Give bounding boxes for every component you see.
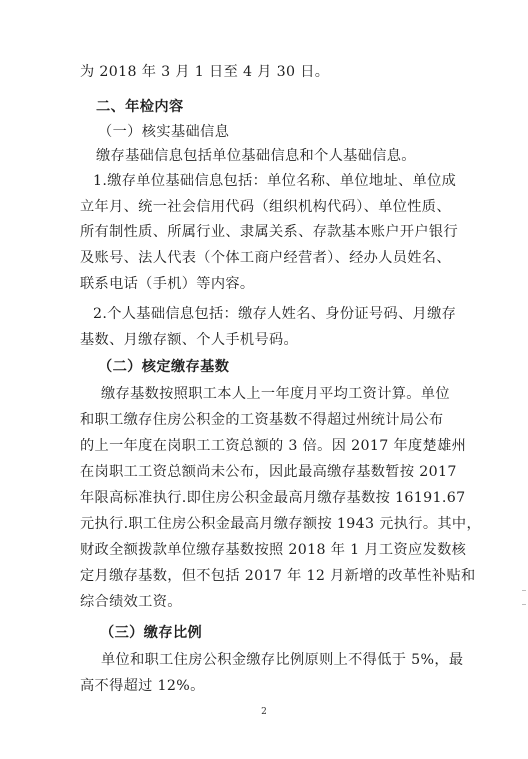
subsection-heading: （三）缴存比例 (100, 625, 203, 641)
text-line: 及账号、法人代表（个体工商户经营者）、经办人员姓名、 (80, 250, 451, 266)
text-line: 单位和职工住房公积金缴存比例原则上不得低于 5%，最 (101, 652, 464, 668)
text-line: 为 2018 年 3 月 1 日至 4 月 30 日。 (80, 64, 330, 80)
text-line: 的上一年度在岗职工工资总额的 3 倍。因 2017 年度楚雄州 (80, 438, 467, 454)
text-line: 缴存基础信息包括单位基础信息和个人基础信息。 (96, 148, 416, 164)
section-heading: 二、年检内容 (96, 99, 184, 115)
scan-edge-mark (522, 604, 526, 605)
text-line: 财政全额拨款单位缴存基数按照 2018 年 1 月工资应发数核 (80, 542, 467, 558)
text-line: 联系电话（手机）等内容。 (80, 276, 255, 292)
text-line: 和职工缴存住房公积金的工资基数不得超过州统计局公布 (80, 412, 444, 428)
text-line: 年限高标准执行.即住房公积金最高月缴存基数按 16191.67 (80, 490, 466, 506)
subsection-heading: （一）核实基础信息 (98, 124, 230, 140)
page-number: 2 (261, 707, 267, 717)
text-line: 高不得超过 12%。 (80, 678, 205, 694)
text-line: 缴存基数按照职工本人上一年度月平均工资计算。单位 (101, 386, 450, 402)
text-line: 2.个人基础信息包括：缴存人姓名、身份证号码、月缴存 (93, 306, 457, 322)
text-line: 定月缴存基数，但不包括 2017 年 12 月新增的改革性补贴和 (80, 568, 476, 584)
scan-edge-mark (522, 590, 526, 591)
text-line: 所有制性质、所属行业、隶属关系、存款基本账户开户银行 (80, 224, 458, 240)
subsection-heading: （二）核定缴存基数 (98, 359, 230, 375)
text-line: 立年月、统一社会信用代码（组织机构代码）、单位性质、 (80, 199, 451, 215)
text-line: 综合绩效工资。 (80, 594, 182, 610)
text-line: 元执行.职工住房公积金最高月缴存额按 1943 元执行。其中， (80, 516, 481, 532)
text-line: 在岗职工工资总额尚未公布，因此最高缴存基数暂按 2017 (80, 464, 457, 480)
text-line: 基数、月缴存额、个人手机号码。 (80, 332, 299, 348)
text-line: 1.缴存单位基础信息包括：单位名称、单位地址、单位成 (93, 173, 457, 189)
